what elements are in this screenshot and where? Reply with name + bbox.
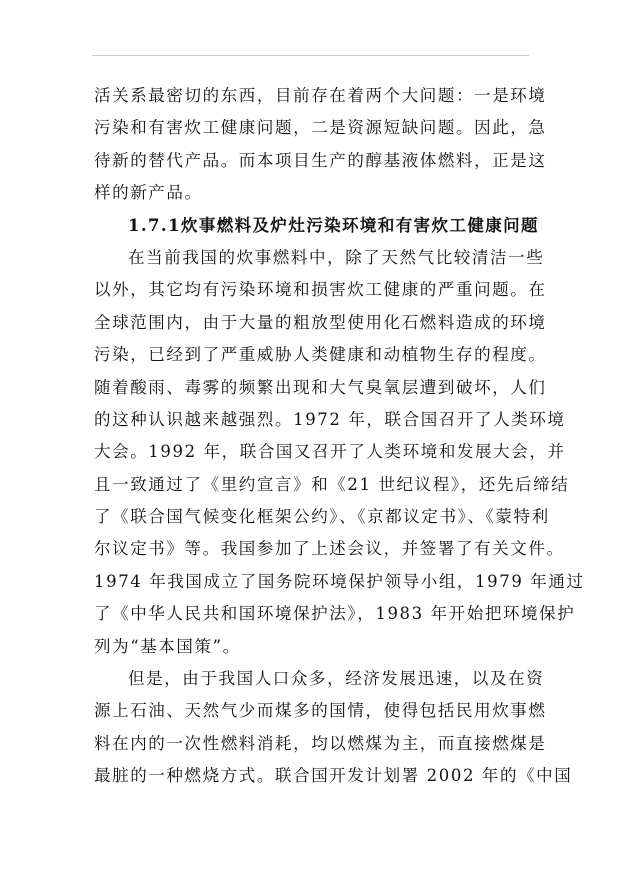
- text-line: 样的新产品。: [94, 183, 203, 203]
- document-body: [94, 80, 585, 793]
- paragraph-2: [94, 242, 585, 663]
- text-line: 全球范围内，由于大量的粗放型使用化石燃料造成的环境: [94, 312, 547, 332]
- text-line: 活关系最密切的东西，目前存在着两个大问题：一是环境: [94, 86, 547, 105]
- text-line: 了《联合国气候变化框架公约》、《京都议定书》、《蒙特利: [94, 507, 550, 527]
- text-line: 以外，其它均有污染环境和损害炊工健康的严重问题。在: [94, 280, 547, 300]
- text-line: 的这种认识越来越强烈。1972 年，联合国召开了人类环境: [94, 409, 566, 429]
- header-rule: [92, 55, 529, 56]
- text-line: 但是，由于我国人口众多，经济发展迅速，以及在资: [128, 669, 545, 689]
- section-heading: 1.7.1炊事燃料及炉灶污染环境和有害炊工健康问题: [128, 215, 539, 235]
- text-line: 污染，已经到了严重威胁人类健康和动植物生存的程度。: [94, 345, 547, 365]
- text-line: 料在内的一次性燃料消耗，均以燃煤为主，而直接燃煤是: [94, 733, 547, 753]
- text-line: 了《中华人民共和国环境保护法》，1983 年开始把环境保护: [94, 604, 576, 624]
- text-line: 随着酸雨、毒雾的频繁出现和大气臭氧层遭到破坏，人们: [94, 377, 547, 397]
- text-line: 污染和有害炊工健康问题，二是资源短缺问题。因此，急: [94, 118, 547, 138]
- text-line: 且一致通过了《里约宣言》和《21 世纪议程》，还先后缔结: [94, 474, 570, 494]
- text-line: 源上石油、天然气少而煤多的国情，使得包括民用炊事燃: [94, 701, 547, 721]
- text-line: 最脏的一种燃烧方式。联合国开发计划署 2002 年的《中国: [94, 766, 573, 786]
- text-line: 尔议定书》等。我国参加了上述会议，并签署了有关文件。: [94, 539, 565, 559]
- paragraph-1: [94, 80, 547, 210]
- text-line: 大会。1992 年，联合国又召开了人类环境和发展大会，并: [94, 442, 566, 462]
- text-line: 待新的替代产品。而本项目生产的醇基液体燃料，正是这: [94, 150, 547, 170]
- paragraph-3: [94, 663, 573, 793]
- text-line: 列为“基本国策”。: [94, 636, 241, 656]
- text-line: 1974 年我国成立了国务院环境保护领导小组，1979 年通过: [94, 571, 585, 591]
- text-line: 在当前我国的炊事燃料中，除了天然气比较清洁一些: [128, 247, 545, 267]
